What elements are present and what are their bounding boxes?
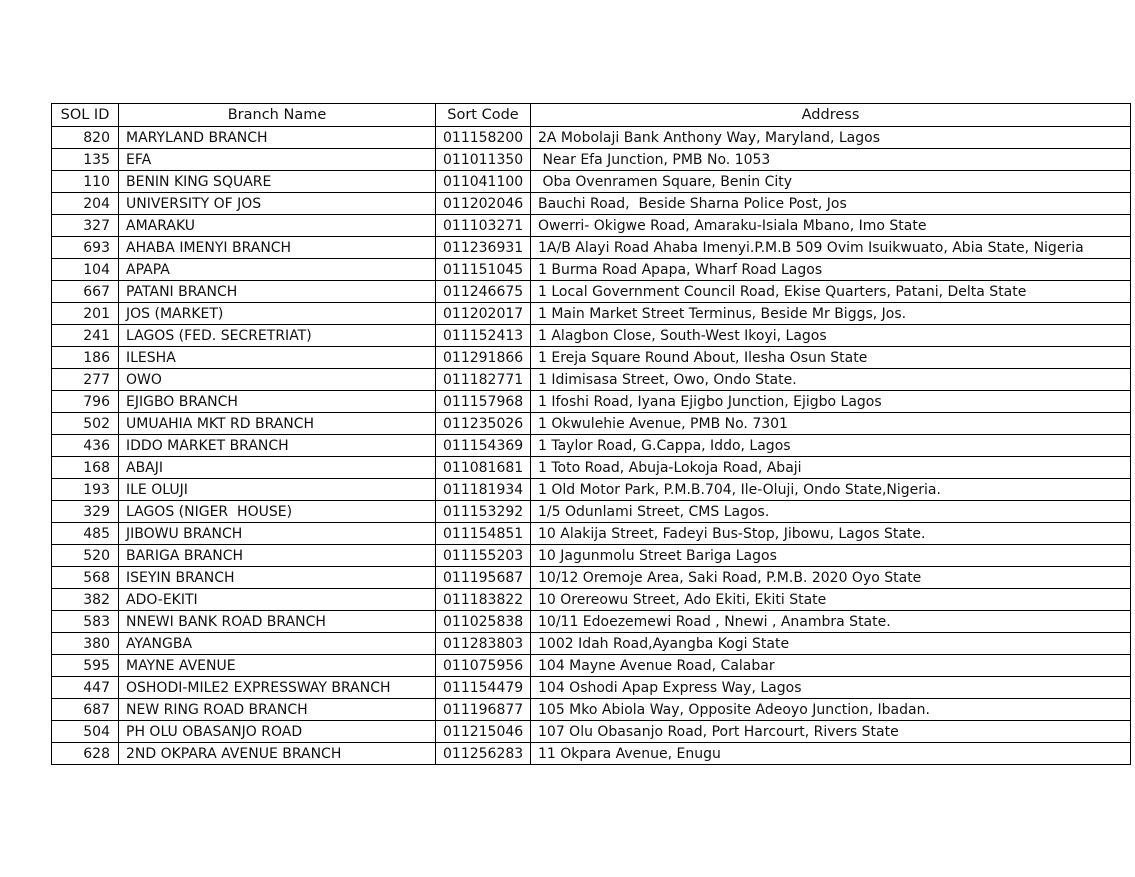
cell-branch-name: MAYNE AVENUE xyxy=(119,655,436,677)
cell-sort-code: 011151045 xyxy=(436,259,531,281)
cell-sort-code: 011157968 xyxy=(436,391,531,413)
table-row xyxy=(52,435,1131,457)
table-row xyxy=(52,501,1131,523)
header-sort-code: Sort Code xyxy=(436,104,531,127)
header-sol-id: SOL ID xyxy=(52,104,119,127)
table-row xyxy=(52,567,1131,589)
cell-address: 1A/B Alayi Road Ahaba Imenyi.P.M.B 509 Ovim Isuikwuato, Abia State, Nigeria xyxy=(531,237,1131,259)
table-row xyxy=(52,633,1131,655)
cell-sol-id: 447 xyxy=(52,677,119,699)
cell-address: 1 Main Market Street Terminus, Beside Mr Biggs, Jos. xyxy=(531,303,1131,325)
cell-branch-name: ISEYIN BRANCH xyxy=(119,567,436,589)
cell-sol-id: 168 xyxy=(52,457,119,479)
cell-sol-id: 329 xyxy=(52,501,119,523)
cell-sort-code: 011153292 xyxy=(436,501,531,523)
table-row xyxy=(52,149,1131,171)
cell-branch-name: NEW RING ROAD BRANCH xyxy=(119,699,436,721)
table-row xyxy=(52,655,1131,677)
cell-address: 104 Oshodi Apap Express Way, Lagos xyxy=(531,677,1131,699)
table-row xyxy=(52,457,1131,479)
cell-sort-code: 011081681 xyxy=(436,457,531,479)
cell-address: Owerri- Okigwe Road, Amaraku-Isiala Mbano, Imo State xyxy=(531,215,1131,237)
cell-branch-name: AYANGBA xyxy=(119,633,436,655)
table-row xyxy=(52,237,1131,259)
cell-sol-id: 135 xyxy=(52,149,119,171)
cell-sol-id: 595 xyxy=(52,655,119,677)
cell-branch-name: ABAJI xyxy=(119,457,436,479)
table-row xyxy=(52,413,1131,435)
cell-branch-name: UMUAHIA MKT RD BRANCH xyxy=(119,413,436,435)
cell-branch-name: AHABA IMENYI BRANCH xyxy=(119,237,436,259)
cell-sort-code: 011235026 xyxy=(436,413,531,435)
table-row xyxy=(52,699,1131,721)
cell-sort-code: 011291866 xyxy=(436,347,531,369)
cell-sort-code: 011075956 xyxy=(436,655,531,677)
cell-branch-name: APAPA xyxy=(119,259,436,281)
cell-sol-id: 110 xyxy=(52,171,119,193)
cell-branch-name: EJIGBO BRANCH xyxy=(119,391,436,413)
table-row xyxy=(52,193,1131,215)
cell-branch-name: IDDO MARKET BRANCH xyxy=(119,435,436,457)
cell-address: 10 Jagunmolu Street Bariga Lagos xyxy=(531,545,1131,567)
table-row xyxy=(52,259,1131,281)
cell-sort-code: 011256283 xyxy=(436,743,531,765)
cell-sol-id: 193 xyxy=(52,479,119,501)
cell-address: 1 Okwulehie Avenue, PMB No. 7301 xyxy=(531,413,1131,435)
cell-branch-name: BENIN KING SQUARE xyxy=(119,171,436,193)
cell-address: 1 Idimisasa Street, Owo, Ondo State. xyxy=(531,369,1131,391)
cell-sol-id: 186 xyxy=(52,347,119,369)
header-row xyxy=(52,104,1131,127)
cell-sort-code: 011202017 xyxy=(436,303,531,325)
cell-branch-name: EFA xyxy=(119,149,436,171)
cell-sol-id: 796 xyxy=(52,391,119,413)
cell-branch-name: AMARAKU xyxy=(119,215,436,237)
cell-address: 107 Olu Obasanjo Road, Port Harcourt, Rivers State xyxy=(531,721,1131,743)
cell-branch-name: PATANI BRANCH xyxy=(119,281,436,303)
cell-sol-id: 382 xyxy=(52,589,119,611)
cell-address: 1 Taylor Road, G.Cappa, Iddo, Lagos xyxy=(531,435,1131,457)
cell-address: 10/11 Edoezemewi Road , Nnewi , Anambra State. xyxy=(531,611,1131,633)
header-address: Address xyxy=(531,104,1131,127)
table-row xyxy=(52,215,1131,237)
cell-sol-id: 436 xyxy=(52,435,119,457)
cell-branch-name: ILESHA xyxy=(119,347,436,369)
cell-sol-id: 241 xyxy=(52,325,119,347)
cell-address: 1 Toto Road, Abuja-Lokoja Road, Abaji xyxy=(531,457,1131,479)
cell-sort-code: 011182771 xyxy=(436,369,531,391)
cell-address: 105 Mko Abiola Way, Opposite Adeoyo Junction, Ibadan. xyxy=(531,699,1131,721)
cell-branch-name: MARYLAND BRANCH xyxy=(119,127,436,149)
cell-address: 1002 Idah Road,Ayangba Kogi State xyxy=(531,633,1131,655)
cell-branch-name: ADO-EKITI xyxy=(119,589,436,611)
branch-table xyxy=(51,103,1131,765)
cell-sort-code: 011155203 xyxy=(436,545,531,567)
cell-sort-code: 011011350 xyxy=(436,149,531,171)
cell-branch-name: LAGOS (NIGER HOUSE) xyxy=(119,501,436,523)
cell-branch-name: ILE OLUJI xyxy=(119,479,436,501)
cell-sol-id: 520 xyxy=(52,545,119,567)
cell-sort-code: 011025838 xyxy=(436,611,531,633)
table-header xyxy=(52,104,1131,127)
cell-sort-code: 011181934 xyxy=(436,479,531,501)
cell-sort-code: 011154369 xyxy=(436,435,531,457)
cell-address: 1 Local Government Council Road, Ekise Quarters, Patani, Delta State xyxy=(531,281,1131,303)
cell-sol-id: 485 xyxy=(52,523,119,545)
cell-sol-id: 504 xyxy=(52,721,119,743)
cell-address: 1/5 Odunlami Street, CMS Lagos. xyxy=(531,501,1131,523)
table-row xyxy=(52,677,1131,699)
cell-address: 10 Orereowu Street, Ado Ekiti, Ekiti State xyxy=(531,589,1131,611)
cell-sort-code: 011283803 xyxy=(436,633,531,655)
cell-sol-id: 820 xyxy=(52,127,119,149)
cell-branch-name: 2ND OKPARA AVENUE BRANCH xyxy=(119,743,436,765)
cell-sol-id: 327 xyxy=(52,215,119,237)
cell-address: 2A Mobolaji Bank Anthony Way, Maryland, Lagos xyxy=(531,127,1131,149)
cell-sol-id: 687 xyxy=(52,699,119,721)
cell-sort-code: 011103271 xyxy=(436,215,531,237)
cell-branch-name: OSHODI-MILE2 EXPRESSWAY BRANCH xyxy=(119,677,436,699)
table-row xyxy=(52,545,1131,567)
cell-branch-name: PH OLU OBASANJO ROAD xyxy=(119,721,436,743)
cell-sol-id: 104 xyxy=(52,259,119,281)
cell-address: 1 Ereja Square Round About, Ilesha Osun State xyxy=(531,347,1131,369)
cell-address: Oba Ovenramen Square, Benin City xyxy=(531,171,1131,193)
cell-sol-id: 204 xyxy=(52,193,119,215)
cell-branch-name: OWO xyxy=(119,369,436,391)
cell-sort-code: 011154479 xyxy=(436,677,531,699)
cell-sol-id: 583 xyxy=(52,611,119,633)
cell-sol-id: 628 xyxy=(52,743,119,765)
table-row xyxy=(52,721,1131,743)
cell-address: Near Efa Junction, PMB No. 1053 xyxy=(531,149,1131,171)
cell-branch-name: JOS (MARKET) xyxy=(119,303,436,325)
cell-sol-id: 568 xyxy=(52,567,119,589)
cell-sort-code: 011196877 xyxy=(436,699,531,721)
table-row xyxy=(52,611,1131,633)
table-row xyxy=(52,171,1131,193)
cell-sort-code: 011195687 xyxy=(436,567,531,589)
cell-address: 1 Alagbon Close, South-West Ikoyi, Lagos xyxy=(531,325,1131,347)
table-row xyxy=(52,369,1131,391)
cell-sol-id: 502 xyxy=(52,413,119,435)
cell-address: 104 Mayne Avenue Road, Calabar xyxy=(531,655,1131,677)
cell-sort-code: 011152413 xyxy=(436,325,531,347)
cell-sort-code: 011202046 xyxy=(436,193,531,215)
cell-address: Bauchi Road, Beside Sharna Police Post, Jos xyxy=(531,193,1131,215)
cell-sol-id: 693 xyxy=(52,237,119,259)
cell-sort-code: 011246675 xyxy=(436,281,531,303)
cell-sort-code: 011158200 xyxy=(436,127,531,149)
cell-sort-code: 011154851 xyxy=(436,523,531,545)
table-row xyxy=(52,347,1131,369)
table-row xyxy=(52,281,1131,303)
cell-sol-id: 201 xyxy=(52,303,119,325)
cell-sort-code: 011041100 xyxy=(436,171,531,193)
cell-sort-code: 011215046 xyxy=(436,721,531,743)
cell-address: 1 Ifoshi Road, Iyana Ejigbo Junction, Ejigbo Lagos xyxy=(531,391,1131,413)
cell-sol-id: 380 xyxy=(52,633,119,655)
cell-address: 1 Burma Road Apapa, Wharf Road Lagos xyxy=(531,259,1131,281)
table-row xyxy=(52,589,1131,611)
table-row xyxy=(52,743,1131,765)
cell-branch-name: BARIGA BRANCH xyxy=(119,545,436,567)
cell-address: 11 Okpara Avenue, Enugu xyxy=(531,743,1131,765)
cell-branch-name: JIBOWU BRANCH xyxy=(119,523,436,545)
table-row xyxy=(52,391,1131,413)
cell-branch-name: LAGOS (FED. SECRETRIAT) xyxy=(119,325,436,347)
header-branch-name: Branch Name xyxy=(119,104,436,127)
cell-sol-id: 277 xyxy=(52,369,119,391)
cell-sort-code: 011183822 xyxy=(436,589,531,611)
table-row xyxy=(52,325,1131,347)
cell-sol-id: 667 xyxy=(52,281,119,303)
table-row xyxy=(52,523,1131,545)
table-row xyxy=(52,479,1131,501)
cell-address: 10/12 Oremoje Area, Saki Road, P.M.B. 2020 Oyo State xyxy=(531,567,1131,589)
cell-sort-code: 011236931 xyxy=(436,237,531,259)
cell-address: 1 Old Motor Park, P.M.B.704, Ile-Oluji, Ondo State,Nigeria. xyxy=(531,479,1131,501)
table-row xyxy=(52,127,1131,149)
table-body xyxy=(52,127,1131,765)
cell-branch-name: UNIVERSITY OF JOS xyxy=(119,193,436,215)
cell-branch-name: NNEWI BANK ROAD BRANCH xyxy=(119,611,436,633)
table-row xyxy=(52,303,1131,325)
cell-address: 10 Alakija Street, Fadeyi Bus-Stop, Jibowu, Lagos State. xyxy=(531,523,1131,545)
